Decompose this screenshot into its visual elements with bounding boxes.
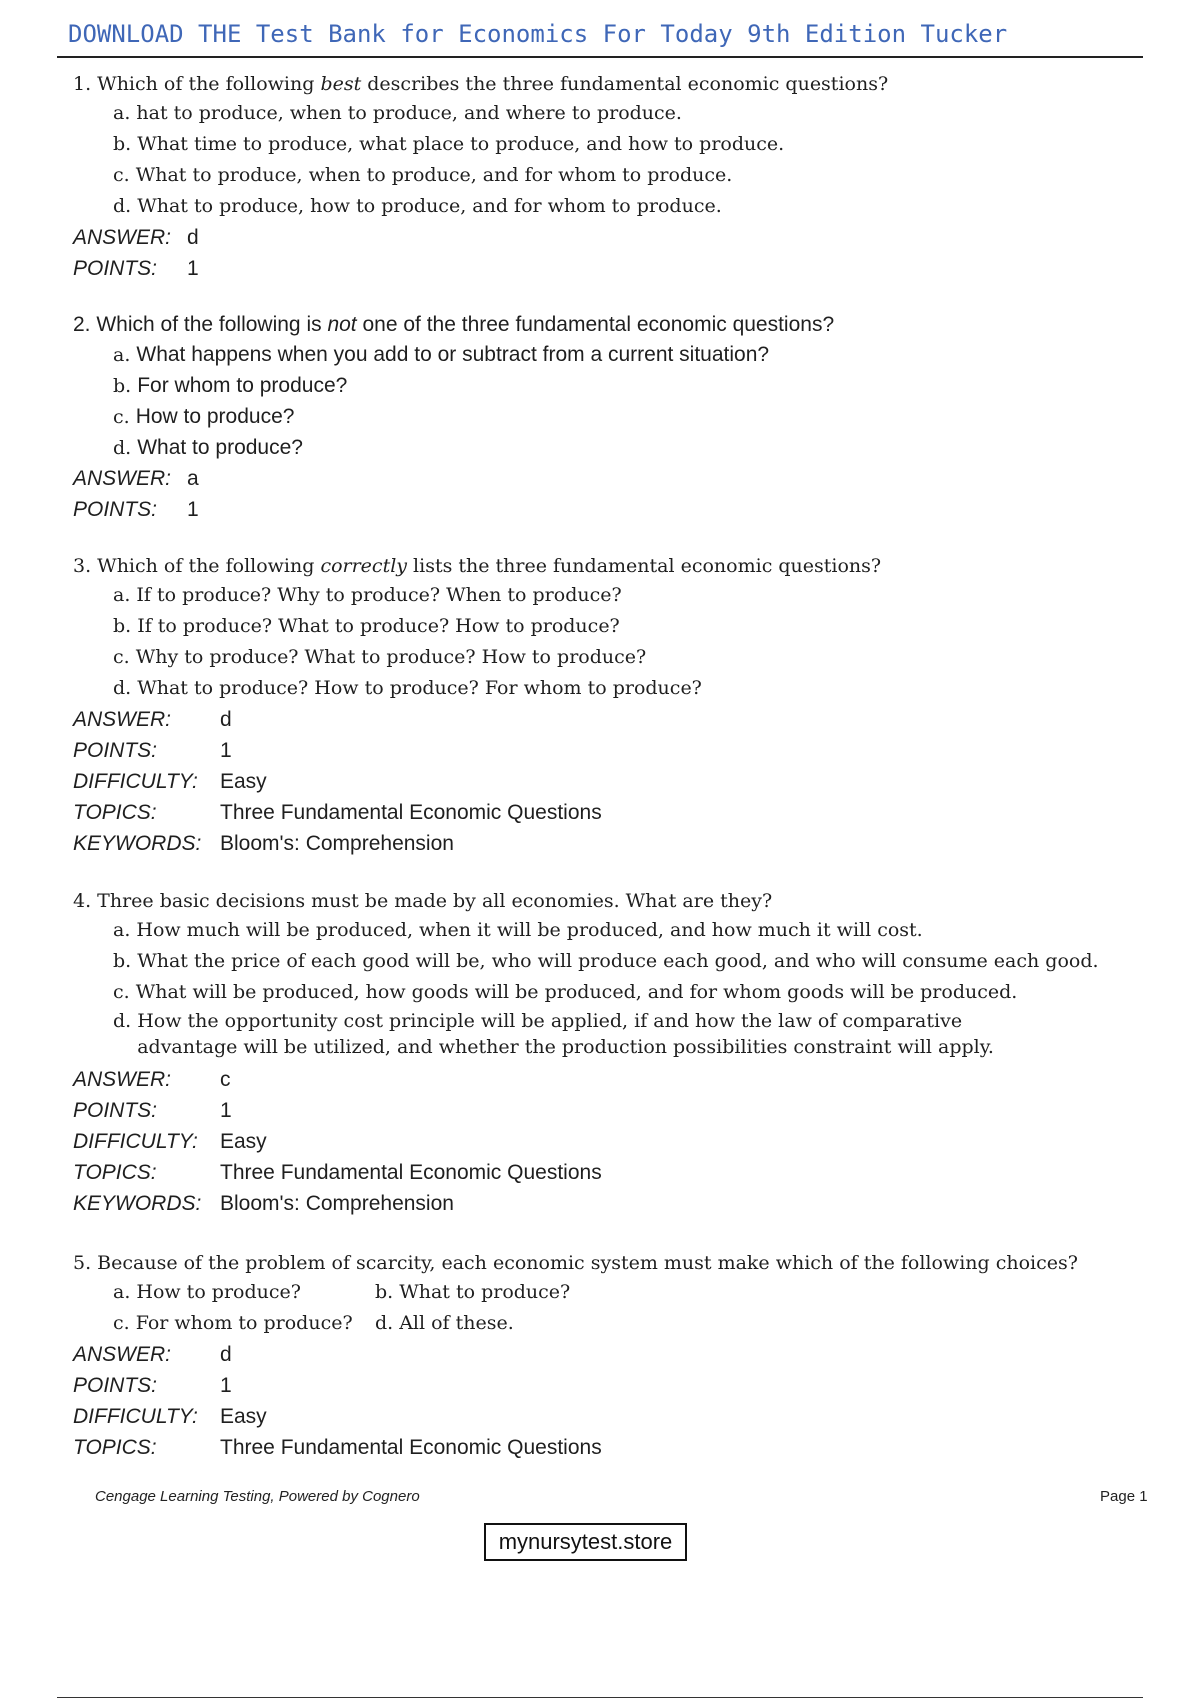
meta-label: POINTS: xyxy=(73,739,158,762)
meta-label: ANSWER: xyxy=(73,1343,172,1366)
option-text: What will be produced, how goods will be produced, and for whom goods will be produced. xyxy=(135,981,1018,1003)
meta-label: ANSWER: xyxy=(73,708,172,731)
question-2-option-d xyxy=(113,432,834,463)
option-letter: a. xyxy=(113,102,131,124)
question-5-options-row-2 xyxy=(113,1308,1078,1339)
meta-label: ANSWER: xyxy=(73,226,172,249)
question-3-option-a xyxy=(113,580,881,611)
option-text: What to produce, how to produce, and for whom to produce. xyxy=(137,195,722,217)
page-number: Page 1 xyxy=(1100,1488,1148,1505)
meta-label: POINTS: xyxy=(73,257,158,280)
option-letter: a. xyxy=(113,919,131,941)
meta-label: POINTS: xyxy=(73,1374,158,1397)
meta-label: DIFFICULTY: xyxy=(73,1405,198,1428)
question-1-option-b xyxy=(113,129,888,160)
question-stem-text: one of the three fundamental economic questions? xyxy=(356,313,835,336)
meta-value: d xyxy=(187,226,199,249)
option-text: What to produce? xyxy=(399,1281,571,1303)
question-5-option-d xyxy=(375,1308,514,1339)
option-letter: c. xyxy=(113,646,130,668)
option-text: If to produce? Why to produce? When to produce? xyxy=(136,584,622,606)
meta-label: DIFFICULTY: xyxy=(73,770,198,793)
points-row xyxy=(73,494,834,525)
meta-value: 1 xyxy=(220,1374,232,1397)
option-text: What to produce? How to produce? For whom to produce? xyxy=(137,677,702,699)
points-row xyxy=(73,1370,1078,1401)
option-text: Why to produce? What to produce? How to produce? xyxy=(135,646,647,668)
option-letter: a. xyxy=(113,344,131,366)
option-letter: c. xyxy=(113,164,130,186)
meta-label: DIFFICULTY: xyxy=(73,1130,198,1153)
option-text: What happens when you add to or subtract from a current situation? xyxy=(136,343,770,366)
points-row xyxy=(73,735,881,766)
meta-value: d xyxy=(220,708,232,731)
option-text: For whom to produce? xyxy=(135,1312,353,1334)
option-text: What time to produce, what place to produce, and how to produce. xyxy=(137,133,785,155)
option-letter: b. xyxy=(113,950,132,972)
answer-row xyxy=(73,1064,1099,1095)
question-stem-text: 2. Which of the following is xyxy=(73,313,328,336)
question-1-option-c xyxy=(113,160,888,191)
question-stem-text: 1. Which of the following xyxy=(73,73,321,95)
option-text: How the opportunity cost principle will be applied, if and how the law of comparative advantage will be utilized, and whether the production possibilities constraint will apply. xyxy=(137,1010,994,1058)
question-5-options-row-1 xyxy=(113,1277,1078,1308)
bottom-divider xyxy=(57,1697,1143,1698)
answer-row xyxy=(73,463,834,494)
question-stem-text: lists the three fundamental economic questions? xyxy=(407,555,882,577)
meta-value: Three Fundamental Economic Questions xyxy=(220,1436,602,1459)
question-stem-emphasis: correctly xyxy=(320,555,408,577)
question-5-option-b xyxy=(375,1277,570,1308)
question-5-option-a xyxy=(113,1277,375,1308)
question-1 xyxy=(73,70,888,284)
meta-value: Easy xyxy=(220,1130,267,1153)
question-2-option-c xyxy=(113,401,834,432)
option-letter: b. xyxy=(113,615,132,637)
question-stem-emphasis: not xyxy=(327,313,357,336)
meta-value: Easy xyxy=(220,770,267,793)
meta-value: 1 xyxy=(187,257,199,280)
meta-label: TOPICS: xyxy=(73,801,157,824)
question-1-option-a xyxy=(113,98,888,129)
meta-value: Easy xyxy=(220,1405,267,1428)
answer-row xyxy=(73,704,881,735)
meta-value: c xyxy=(220,1068,231,1091)
option-letter: c. xyxy=(113,406,130,428)
question-4-option-c xyxy=(113,977,1099,1008)
meta-value: a xyxy=(187,467,199,490)
question-5-option-c xyxy=(113,1308,375,1339)
keywords-row xyxy=(73,828,881,859)
option-letter: d. xyxy=(113,1010,132,1032)
topics-row xyxy=(73,1157,1099,1188)
option-letter: b. xyxy=(113,133,132,155)
question-3 xyxy=(73,552,881,859)
option-text: How to produce? xyxy=(135,405,295,428)
option-letter: d. xyxy=(375,1312,394,1334)
question-2-option-a xyxy=(113,339,834,370)
meta-label: POINTS: xyxy=(73,1099,158,1122)
question-stem-text: 3. Which of the following xyxy=(73,555,321,577)
option-text: What to produce? xyxy=(137,436,303,459)
question-2 xyxy=(73,311,834,525)
option-letter: b. xyxy=(375,1281,394,1303)
difficulty-row xyxy=(73,766,881,797)
difficulty-row xyxy=(73,1401,1078,1432)
meta-label: KEYWORDS: xyxy=(73,1192,202,1215)
question-4-option-d xyxy=(113,1008,1099,1060)
option-text: How to produce? xyxy=(136,1281,301,1303)
question-4-option-a xyxy=(113,915,1099,946)
answer-row xyxy=(73,1339,1078,1370)
store-watermark-box: mynursytest.store xyxy=(484,1523,687,1561)
meta-value: Bloom's: Comprehension xyxy=(220,1192,454,1215)
meta-value: 1 xyxy=(220,739,232,762)
option-letter: d. xyxy=(113,677,132,699)
meta-label: TOPICS: xyxy=(73,1436,157,1459)
question-1-stem xyxy=(73,70,888,98)
question-1-option-d xyxy=(113,191,888,222)
question-2-option-b xyxy=(113,370,834,401)
option-text: What the price of each good will be, who will produce each good, and who will consume each good. xyxy=(137,950,1099,972)
question-3-stem xyxy=(73,552,881,580)
meta-value: d xyxy=(220,1343,232,1366)
option-text: How much will be produced, when it will be produced, and how much it will cost. xyxy=(136,919,923,941)
option-letter: c. xyxy=(113,981,130,1003)
question-5 xyxy=(73,1249,1078,1463)
question-4-stem: 4. Three basic decisions must be made by all economies. What are they? xyxy=(73,890,773,912)
points-row xyxy=(73,1095,1099,1126)
question-2-stem xyxy=(73,311,834,339)
meta-value: Three Fundamental Economic Questions xyxy=(220,1161,602,1184)
option-letter: d. xyxy=(113,195,132,217)
option-text: What to produce, when to produce, and for whom to produce. xyxy=(135,164,733,186)
header-divider xyxy=(57,56,1143,58)
question-4 xyxy=(73,887,1099,1219)
meta-label: KEYWORDS: xyxy=(73,832,202,855)
option-letter: c. xyxy=(113,1312,130,1334)
topics-row xyxy=(73,1432,1078,1463)
option-text: For whom to produce? xyxy=(137,374,348,397)
option-letter: b. xyxy=(113,375,132,397)
meta-value: Three Fundamental Economic Questions xyxy=(220,801,602,824)
option-letter: a. xyxy=(113,584,131,606)
document-title: DOWNLOAD THE Test Bank for Economics For Today 9th Edition Tucker xyxy=(68,20,1008,48)
question-stem-text: describes the three fundamental economic questions? xyxy=(361,73,889,95)
meta-label: TOPICS: xyxy=(73,1161,157,1184)
answer-row xyxy=(73,222,888,253)
question-3-option-b xyxy=(113,611,881,642)
difficulty-row xyxy=(73,1126,1099,1157)
meta-label: POINTS: xyxy=(73,498,158,521)
points-row xyxy=(73,253,888,284)
option-text: If to produce? What to produce? How to produce? xyxy=(137,615,620,637)
question-3-option-d xyxy=(113,673,881,704)
meta-label: ANSWER: xyxy=(73,467,172,490)
question-stem-emphasis: best xyxy=(320,73,362,95)
meta-value: 1 xyxy=(187,498,199,521)
footer-credit: Cengage Learning Testing, Powered by Cognero xyxy=(95,1488,420,1505)
option-text: hat to produce, when to produce, and where to produce. xyxy=(136,102,682,124)
option-letter: d. xyxy=(113,437,132,459)
meta-label: ANSWER: xyxy=(73,1068,172,1091)
option-text: All of these. xyxy=(399,1312,514,1334)
topics-row xyxy=(73,797,881,828)
keywords-row xyxy=(73,1188,1099,1219)
meta-value: Bloom's: Comprehension xyxy=(220,832,454,855)
question-4-option-b xyxy=(113,946,1099,977)
question-3-option-c xyxy=(113,642,881,673)
option-letter: a. xyxy=(113,1281,131,1303)
question-5-stem: 5. Because of the problem of scarcity, each economic system must make which of the following choices? xyxy=(73,1252,1078,1274)
meta-value: 1 xyxy=(220,1099,232,1122)
